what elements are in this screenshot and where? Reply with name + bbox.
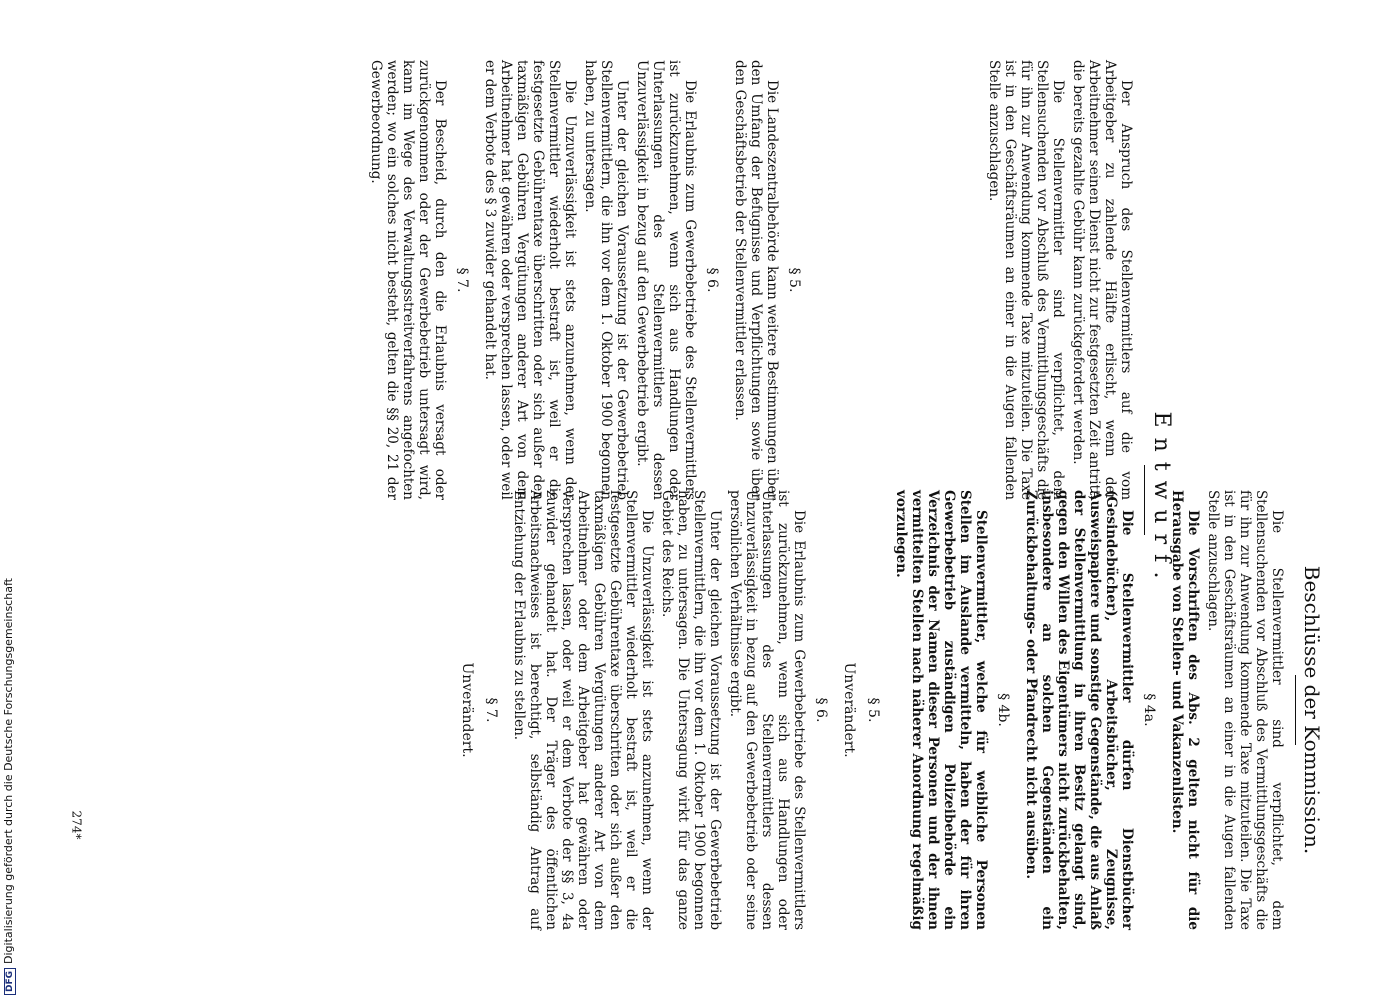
draft-p2: Die Stellenvermittler sind verpflichtet, dem Stellensuchenden vor Abschluß des Vermittlungsgeschäfts die für ihn zur Anwendung kommende Taxe mitzuteilen. Die Taxe ist in den Geschäftsräumen an einer in die Augen fallenden Stelle anzuschlagen. xyxy=(986,60,1066,500)
draft-s7: § 7. xyxy=(454,267,470,293)
commission-p6b: Unter der gleichen Voraussetzung ist der Gewerbebetrieb Stellenvermittlern, die ihn vor dem 1. Oktober 1900 begonnen haben, zu untersagen. Die Untersagung wirkt für das ganze Gebiet des Reichs. xyxy=(659,490,723,930)
dfg-logo: DFG xyxy=(4,968,16,995)
digitization-note xyxy=(2,578,16,995)
signature-mark: 274* xyxy=(69,810,84,840)
commission-s4a: § 4a. xyxy=(1141,693,1157,727)
commission-unchanged-7: Unverändert. xyxy=(459,662,475,758)
draft-heading: Entwurf. xyxy=(1149,411,1174,589)
draft-p6b: Unter der gleichen Voraussetzung ist der Gewerbebetrieb Stellenvermittlern, die ihn vor dem 1. Oktober 1900 begonnen haben, zu untersagen. xyxy=(582,60,630,500)
commission-p6c: Die Unzuverlässigkeit ist stets anzunehmen, wenn der Stellenvermittler wiederholt bestraft ist, weil er die festgesetzte Gebührentaxe überschritten oder sich außer den taxmäßigen Gebühren Vergütungen anderer Art von dem Arbeitnehmer oder dem Arbeitgeber hat gewähren oder versprechen lassen, oder weil er dem Verbote der §§ 3, 4a zuwider gehandelt hat. Der Träger des öffentlichen Arbeitsnachweises ist berechtigt, selbständig Antrag auf Entziehung der Erlaubnis zu stellen. xyxy=(511,490,655,930)
draft-p6c: Die Unzuverlässigkeit ist stets anzunehmen, wenn der Stellenvermittler wiederholt bestraft ist, weil er die festgesetzte Gebührentaxe überschritten oder sich außer den taxmäßigen Gebühren Vergütungen anderer Art von dem Arbeitnehmer hat gewähren oder versprechen lassen, oder weil er dem Verbote des § 3 zuwider gehandelt hat. xyxy=(482,60,578,500)
draft-p1: Der Anspruch des Stellenvermittlers auf die vom Arbeitgeber zu zahlende Hälfte erlischt, wenn der Arbeitnehmer seinen Dienst nicht zur festgesetzten Zeit antritt; die bereits gezahlte Gebühr kann zurückgefordert werden. xyxy=(1070,60,1134,500)
column-commission xyxy=(230,60,1330,940)
commission-p2: Die Vorschriften des Abs. 2 gelten nicht für die Herausgabe von Stellen- und Vakanzenlisten. xyxy=(1169,490,1201,930)
commission-p4b: Stellenvermittler, welche für weibliche Personen Stellen im Auslande vermitteln, haben der für ihren Gewerbebetrieb zuständigen Polizeibehörde ein Verzeichnis der Namen dieser Personen und der ihnen vermittelten Stellen nach näherer Anordnung regelmäßig vorzulegen. xyxy=(893,490,989,930)
draft-p5: Die Landeszentralbehörde kann weitere Bestimmungen über den Umfang der Befugnisse und Verpflichtungen sowie über den Geschäftsbetrieb der Stellenvermittler erlassen. xyxy=(732,60,780,500)
commission-s6: § 6. xyxy=(813,697,829,723)
digitization-text: Digitalisierung gefördert durch die Deutsche Forschungsgemeinschaft xyxy=(2,578,15,964)
commission-text xyxy=(451,490,1330,930)
commission-p4a: Die Stellenvermittler dürfen Dienstbücher (Gesindebücher), Arbeitsbücher, Zeugnisse, Ausweispapiere und sonstige Gegenstände, die aus Anlaß der Stellenvermittlung in ihren Besitz gelangt sind, gegen den Willen des Eigentümers nicht zurückbehalten, insbesondere an solchen Gegenständen ein Zurückbehaltungs- oder Pfandrecht nicht ausüben. xyxy=(1023,490,1135,930)
commission-heading: Beschlüsse der Kommission. xyxy=(1300,565,1324,855)
draft-p6a: Die Erlaubnis zum Gewerbebetriebe des Stellenvermittlers ist zurückzunehmen, wenn sich aus Handlungen oder Unterlassungen des Stellenvermittlers dessen Unzuverlässigkeit in bezug auf den Gewerbebetrieb ergibt. xyxy=(634,60,698,500)
commission-p1: Die Stellenvermittler sind verpflichtet, dem Stellensuchenden vor Abschluß des Vermittlungsgeschäfts die für ihn zur Anwendung kommende Taxe mitzuteilen. Die Taxe ist in den Geschäftsräumen an einer in die Augen fallenden Stelle anzuschlagen. xyxy=(1205,490,1285,930)
commission-s4b: § 4b. xyxy=(995,693,1011,727)
draft-p7: Der Bescheid, durch den die Erlaubnis versagt oder zurückgenommen oder der Gewerbebetrieb untersagt wird, kann im Wege des Verwaltungsstreitverfahrens angefochten werden; wo ein solches nicht besteht, gelten die §§ 20, 21 der Gewerbeordnung. xyxy=(368,60,448,500)
commission-s7: § 7. xyxy=(483,697,499,723)
draft-s5: § 5. xyxy=(786,267,802,293)
draft-s6: § 6. xyxy=(704,267,720,293)
commission-heading-rule xyxy=(1295,675,1296,745)
commission-s5: § 5. xyxy=(865,697,881,723)
commission-p6a: Die Erlaubnis zum Gewerbebetriebe des Stellenvermittlers ist zurückzunehmen, wenn sich aus Handlungen oder Unterlassungen des Stellenvermittlers dessen Unzuverlässigkeit in bezug auf den Gewerbebetrieb oder seine persönlichen Verhältnisse ergibt. xyxy=(727,490,807,930)
commission-unchanged-5: Unverändert. xyxy=(841,662,857,758)
